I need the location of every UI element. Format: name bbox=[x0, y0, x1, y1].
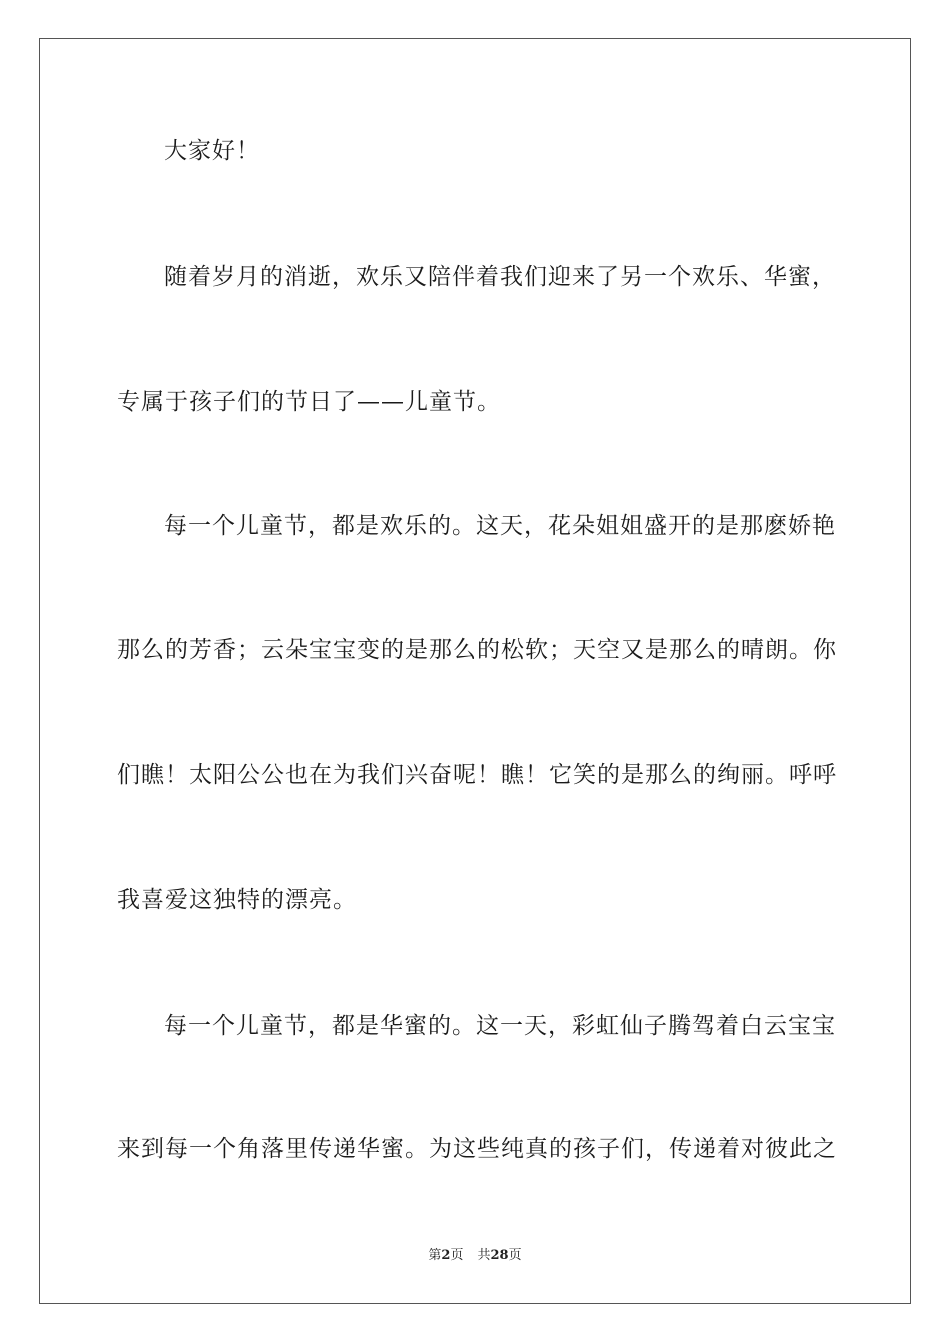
footer-total-suffix: 页 bbox=[508, 1248, 522, 1263]
paragraph-line: 每一个儿童节，都是欢乐的。这天，花朵姐姐盛开的是那麽娇艳 bbox=[164, 513, 836, 539]
footer-total-pages: 28 bbox=[490, 1248, 509, 1263]
paragraph-line: 来到每一个角落里传递华蜜。为这些纯真的孩子们，传递着对彼此之 bbox=[117, 1136, 837, 1162]
page-footer bbox=[0, 1248, 950, 1264]
greeting-line: 大家好！ bbox=[164, 138, 260, 164]
footer-page-prefix: 第 bbox=[428, 1248, 442, 1263]
paragraph-line: 那么的芳香；云朵宝宝变的是那么的松软；天空又是那么的晴朗。你 bbox=[117, 637, 837, 663]
paragraph-line: 每一个儿童节，都是华蜜的。这一天，彩虹仙子腾驾着白云宝宝 bbox=[164, 1013, 836, 1039]
paragraph-line: 我喜爱这独特的漂亮。 bbox=[117, 887, 357, 913]
footer-total-prefix: 共 bbox=[477, 1248, 491, 1263]
paragraph-line: 随着岁月的消逝，欢乐又陪伴着我们迎来了另一个欢乐、华蜜， bbox=[164, 264, 836, 290]
paragraph-line: 们瞧！太阳公公也在为我们兴奋呢！瞧！它笑的是那么的绚丽。呼呼 bbox=[117, 762, 837, 788]
footer-page-suffix: 页 bbox=[450, 1248, 464, 1263]
paragraph-line: 专属于孩子们的节日了——儿童节。 bbox=[117, 389, 501, 415]
page-border bbox=[39, 38, 911, 1304]
footer-page-number: 2 bbox=[441, 1248, 451, 1263]
